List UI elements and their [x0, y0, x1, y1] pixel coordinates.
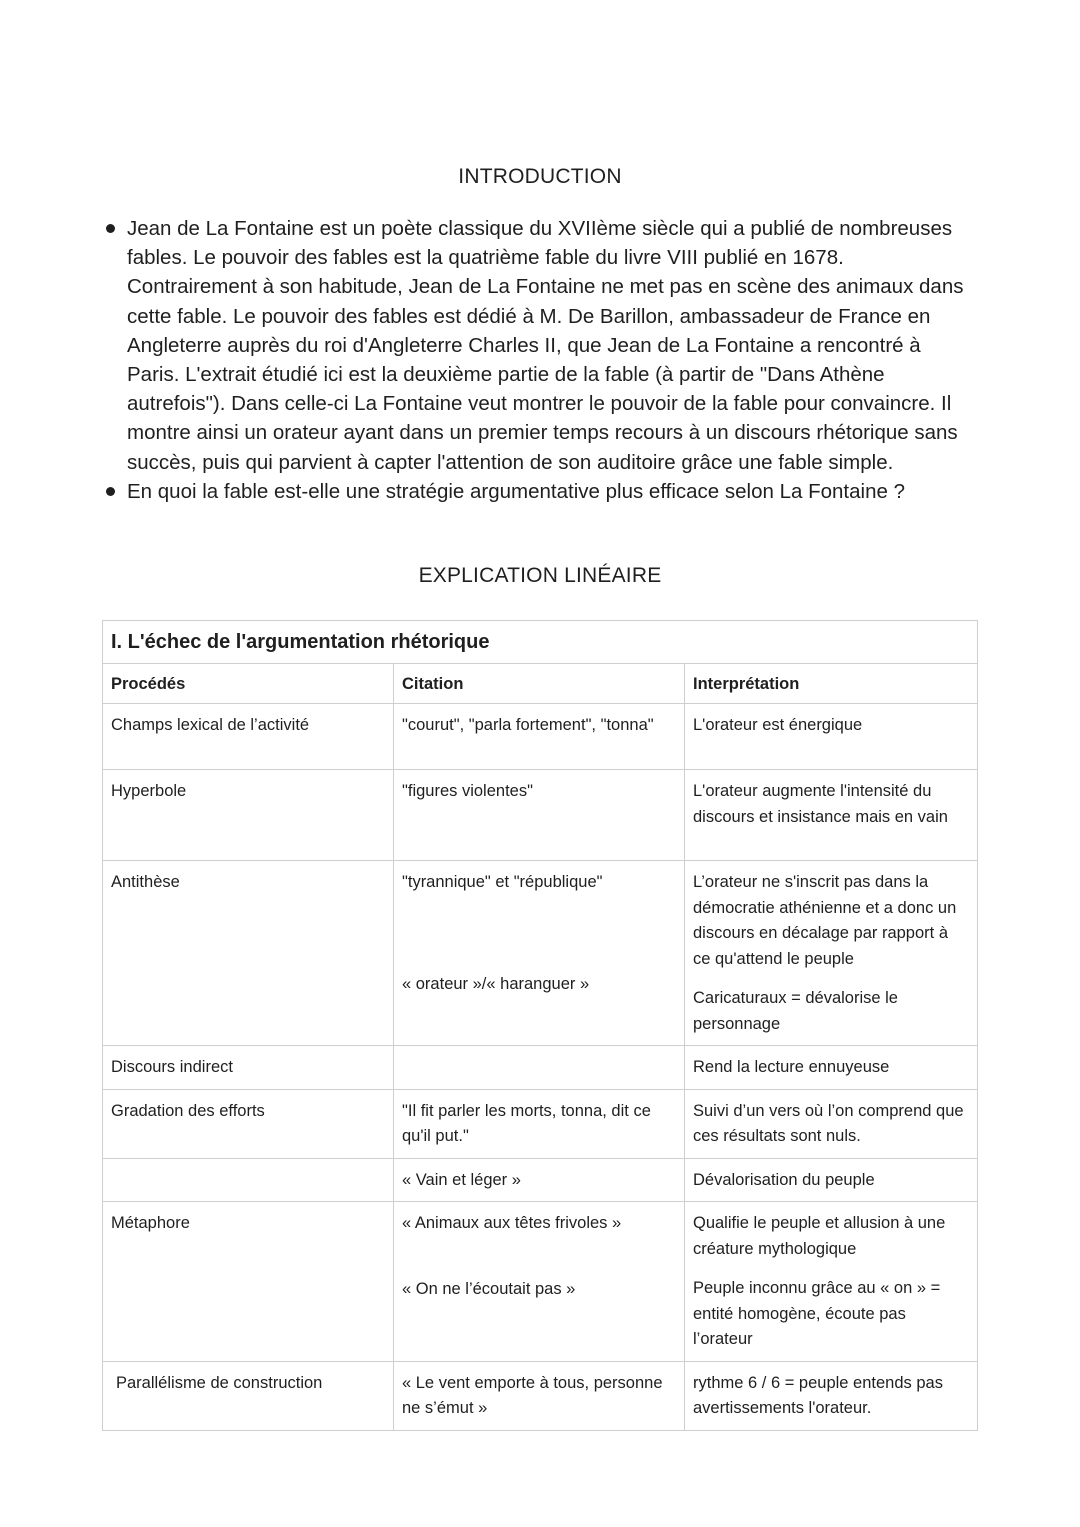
header-procedes: Procédés — [103, 664, 394, 704]
citation-text: "tyrannique" et "république" — [402, 873, 603, 891]
list-item — [103, 214, 973, 477]
procede-cell: Champs lexical de l’activité — [103, 704, 394, 770]
interpretation-cell — [685, 861, 978, 1046]
citation-cell: "courut", "parla fortement", "tonna" — [394, 704, 685, 770]
citation-text: « Animaux aux têtes frivoles » — [402, 1214, 622, 1232]
procede-cell — [103, 1158, 394, 1202]
interpretation-cell: rythme 6 / 6 = peuple entends pas avertissements l'orateur. — [685, 1361, 978, 1430]
table-row — [103, 1046, 978, 1090]
table-row — [103, 1089, 978, 1158]
citation-cell: "figures violentes" — [394, 770, 685, 861]
interpretation-cell: L'orateur est énergique — [685, 704, 978, 770]
explication-heading: EXPLICATION LINÉAIRE — [418, 564, 662, 587]
header-citation: Citation — [394, 664, 685, 704]
interpretation-cell: Dévalorisation du peuple — [685, 1158, 978, 1202]
citation-cell — [394, 861, 685, 1046]
interpretation-cell: L'orateur augmente l'intensité du discours et insistance mais en vain — [685, 770, 978, 861]
procede-cell: Antithèse — [103, 861, 394, 1046]
table-row — [103, 861, 978, 1046]
introduction-heading: INTRODUCTION — [458, 165, 622, 188]
interpretation-text: Peuple inconnu grâce au « on » = entité homogène, écoute pas l’orateur — [693, 1279, 941, 1348]
procede-cell: Métaphore — [103, 1202, 394, 1362]
table-row — [103, 770, 978, 861]
table-row — [103, 1361, 978, 1430]
intro-paragraph: Jean de La Fontaine est un poète classique du XVIIème siècle qui a publié de nombreuses fables. Le pouvoir des fables est la quatrième fable du livre VIII publié en 1678. Contrairement à son habitude, Jean de La Fontaine ne met pas en scène des animaux dans cette fable. Le pouvoir des fables est dédié à M. De Barillon, ambassadeur de France en Angleterre auprès du roi d'Angleterre Charles II, que Jean de La Fontaine a rencontré à Paris. L'extrait étudié ici est la deuxième partie de la fable (à partir de "Dans Athène autrefois"). Dans celle-ci La Fontaine veut montrer le pouvoir de la fable pour convaincre. Il montre ainsi un orateur ayant dans un premier temps recours à un discours rhétorique sans succès, puis qui parvient à capter l'attention de son auditoire grâce une fable simple. — [127, 217, 964, 474]
spacer — [402, 896, 676, 972]
interpretation-cell — [685, 1202, 978, 1362]
header-interpretation: Interprétation — [685, 664, 978, 704]
citation-text: « On ne l’écoutait pas » — [402, 1279, 576, 1298]
citation-cell: « Le vent emporte à tous, personne ne s’émut » — [394, 1361, 685, 1430]
interpretation-text: Caricaturaux = dévalorise le personnage — [693, 989, 898, 1033]
procede-cell: Gradation des efforts — [103, 1089, 394, 1158]
spacer — [402, 1237, 676, 1277]
table-header-row — [103, 664, 978, 704]
citation-cell: « Vain et léger » — [394, 1158, 685, 1202]
problematique: En quoi la fable est-elle une stratégie argumentative plus efficace selon La Fontaine ? — [127, 479, 905, 503]
interpretation-text: L’orateur ne s'inscrit pas dans la démocratie athénienne et a donc un discours en décalage par rapport à ce qu'attend le peuple — [693, 873, 957, 968]
citation-cell: "Il fit parler les morts, tonna, dit ce qu'il put." — [394, 1089, 685, 1158]
spacer — [693, 1262, 969, 1276]
table-row — [103, 704, 978, 770]
procede-cell: Discours indirect — [103, 1046, 394, 1090]
bullet-icon — [106, 224, 115, 233]
procede-cell: Hyperbole — [103, 770, 394, 861]
citation-cell — [394, 1202, 685, 1362]
interpretation-cell: Suivi d’un vers où l’on comprend que ces résultats sont nuls. — [685, 1089, 978, 1158]
spacer — [693, 972, 969, 986]
interpretation-cell: Rend la lecture ennuyeuse — [685, 1046, 978, 1090]
citation-cell — [394, 1046, 685, 1090]
table-row — [103, 1202, 978, 1362]
list-item — [103, 477, 973, 506]
section-title: I. L'échec de l'argumentation rhétorique — [103, 621, 978, 664]
procede-cell: Parallélisme de construction — [103, 1361, 394, 1430]
citation-text: « orateur »/« haranguer » — [402, 974, 590, 993]
interpretation-text: Qualifie le peuple et allusion à une créature mythologique — [693, 1214, 946, 1258]
table-row — [103, 1158, 978, 1202]
introduction-list — [103, 214, 973, 506]
bullet-icon — [106, 487, 115, 496]
analysis-table — [102, 620, 978, 1431]
